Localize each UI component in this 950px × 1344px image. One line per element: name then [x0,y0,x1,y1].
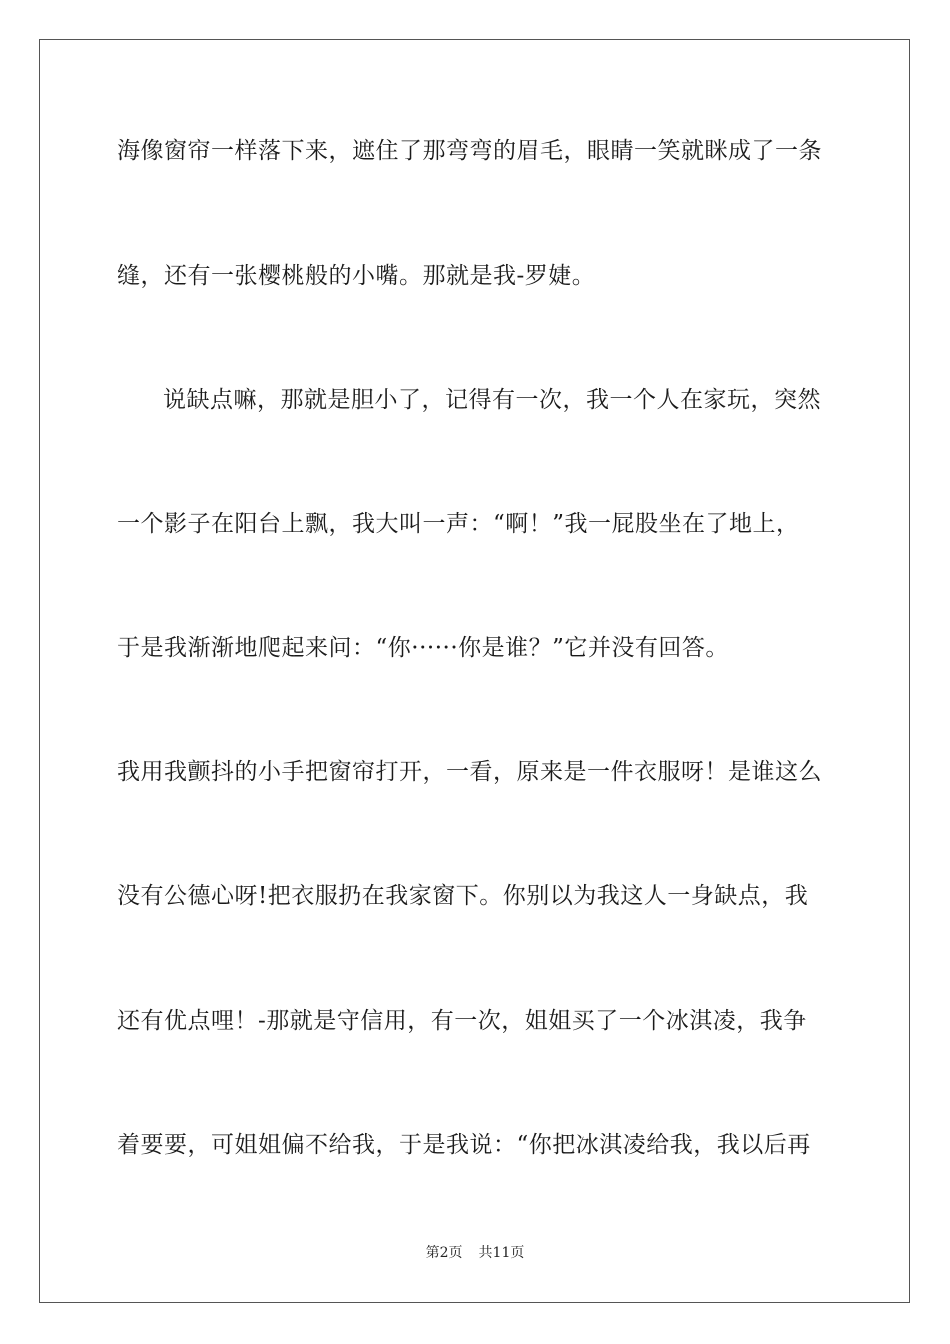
paragraph-start-line: 说缺点嘛，那就是胆小了，记得有一次，我一个人在家玩，突然 [163,387,821,413]
text-line: 于是我渐渐地爬起来问：“你······你是谁？”它并没有回答。 [117,635,729,661]
text-line: 缝，还有一张樱桃般的小嘴。那就是我-罗婕。 [117,263,596,289]
text-line: 我用我颤抖的小手把窗帘打开，一看，原来是一件衣服呀！是谁这么 [117,759,822,785]
text-line: 一个影子在阳台上飘，我大叫一声：“啊！”我一屁股坐在了地上， [117,511,800,537]
page-total: 共11页 [478,1245,525,1261]
page-number: 第2页 [425,1245,463,1261]
text-line: 没有公德心呀!把衣服扔在我家窗下。你别以为我这人一身缺点，我 [117,883,809,909]
page-frame [39,39,910,1303]
text-line: 海像窗帘一样落下来，遮住了那弯弯的眉毛，眼睛一笑就眯成了一条 [117,138,822,164]
text-line: 着要要，可姐姐偏不给我，于是我说：“你把冰淇凌给我，我以后再 [117,1132,811,1158]
text-line: 还有优点哩！-那就是守信用，有一次，姐姐买了一个冰淇凌，我争 [117,1008,807,1034]
page-footer [0,1244,950,1262]
